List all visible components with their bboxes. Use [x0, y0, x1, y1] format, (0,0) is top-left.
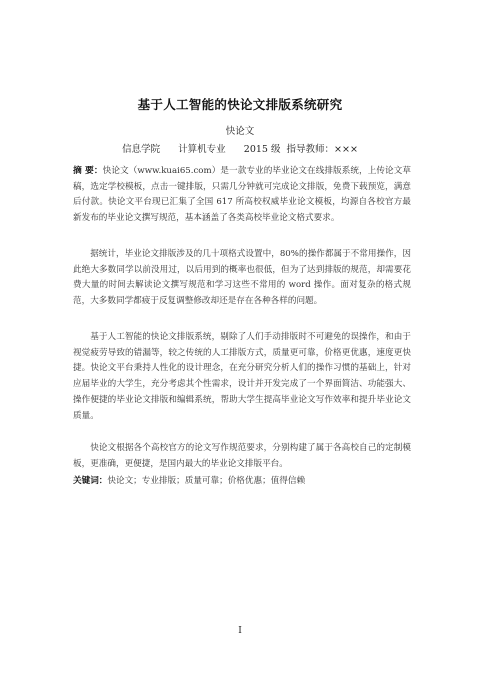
- body-paragraph-2: [73, 330, 411, 424]
- keywords-label: 关键词：: [73, 476, 108, 486]
- keywords-text: 快论文；专业排版；质量可靠；价格优惠；值得信赖: [107, 476, 306, 486]
- body-paragraph-1: [73, 247, 411, 310]
- paragraph-text: 基于人工智能的快论文排版系统，剔除了人们手动排版时不可避免的误操作，和由于视觉疲劳导致的错漏等，较之传统的人工排版方式，质量更可靠，价格更优惠，速度更快捷。快论文平台秉持人性化的设计理念，在充分研究分析人们的操作习惯的基础上，针对应届毕业的大学生，充分考虑其个性需求，设计并开发完成了一个界面简洁、功能强大、操作便捷的毕业论文排版和编辑系统，帮助大学生提高毕业论文写作效率和提升毕业论文质量。: [73, 332, 411, 421]
- paper-title: 基于人工智能的快论文排版系统研究: [137, 97, 343, 112]
- paragraph-text: 据统计，毕业论文排版涉及的几十项格式设置中，80%的操作都属于不常用操作，因此绝大多数同学以前没用过，以后用到的概率也很低，但为了达到排版的规范，却需要花费大量的时间去解读论文撰写规范和学习这些不常用的 word 操作。面对复杂的格式规范，大多数同学都疲于反复调整修改却还是存在各种各样的问题。: [73, 249, 411, 307]
- author-name: 快论文: [225, 126, 255, 137]
- page-number: I: [238, 626, 242, 636]
- abstract-text: 快论文（www.kuai65.com）是一款专业的毕业论文在线排版系统，上传论文草稿，选定学校模板，点击一键排版，只需几分钟就可完成论文排版，免费下载预览，满意后付款。快论文平台现已汇集了全国 617 所高校权威毕业论文模板，均源自各校官方最新发布的毕业论文撰写规范，基本涵盖了各类高校毕业论文格式要求。: [73, 166, 411, 224]
- body-paragraph-3: [73, 441, 411, 472]
- abstract-label: 摘 要：: [73, 166, 103, 176]
- abstract: [73, 164, 411, 227]
- author-affiliation: 信息学院 计算机专业 2015 级 指导教师：×××: [122, 144, 358, 155]
- keywords: [73, 474, 411, 490]
- abstract-paragraph: [73, 164, 411, 227]
- paragraph-text: 快论文根据各个高校官方的论文写作规范要求，分别构建了属于各高校自己的定制模板，更准确，更便捷，是国内最大的毕业论文排版平台。: [73, 443, 411, 469]
